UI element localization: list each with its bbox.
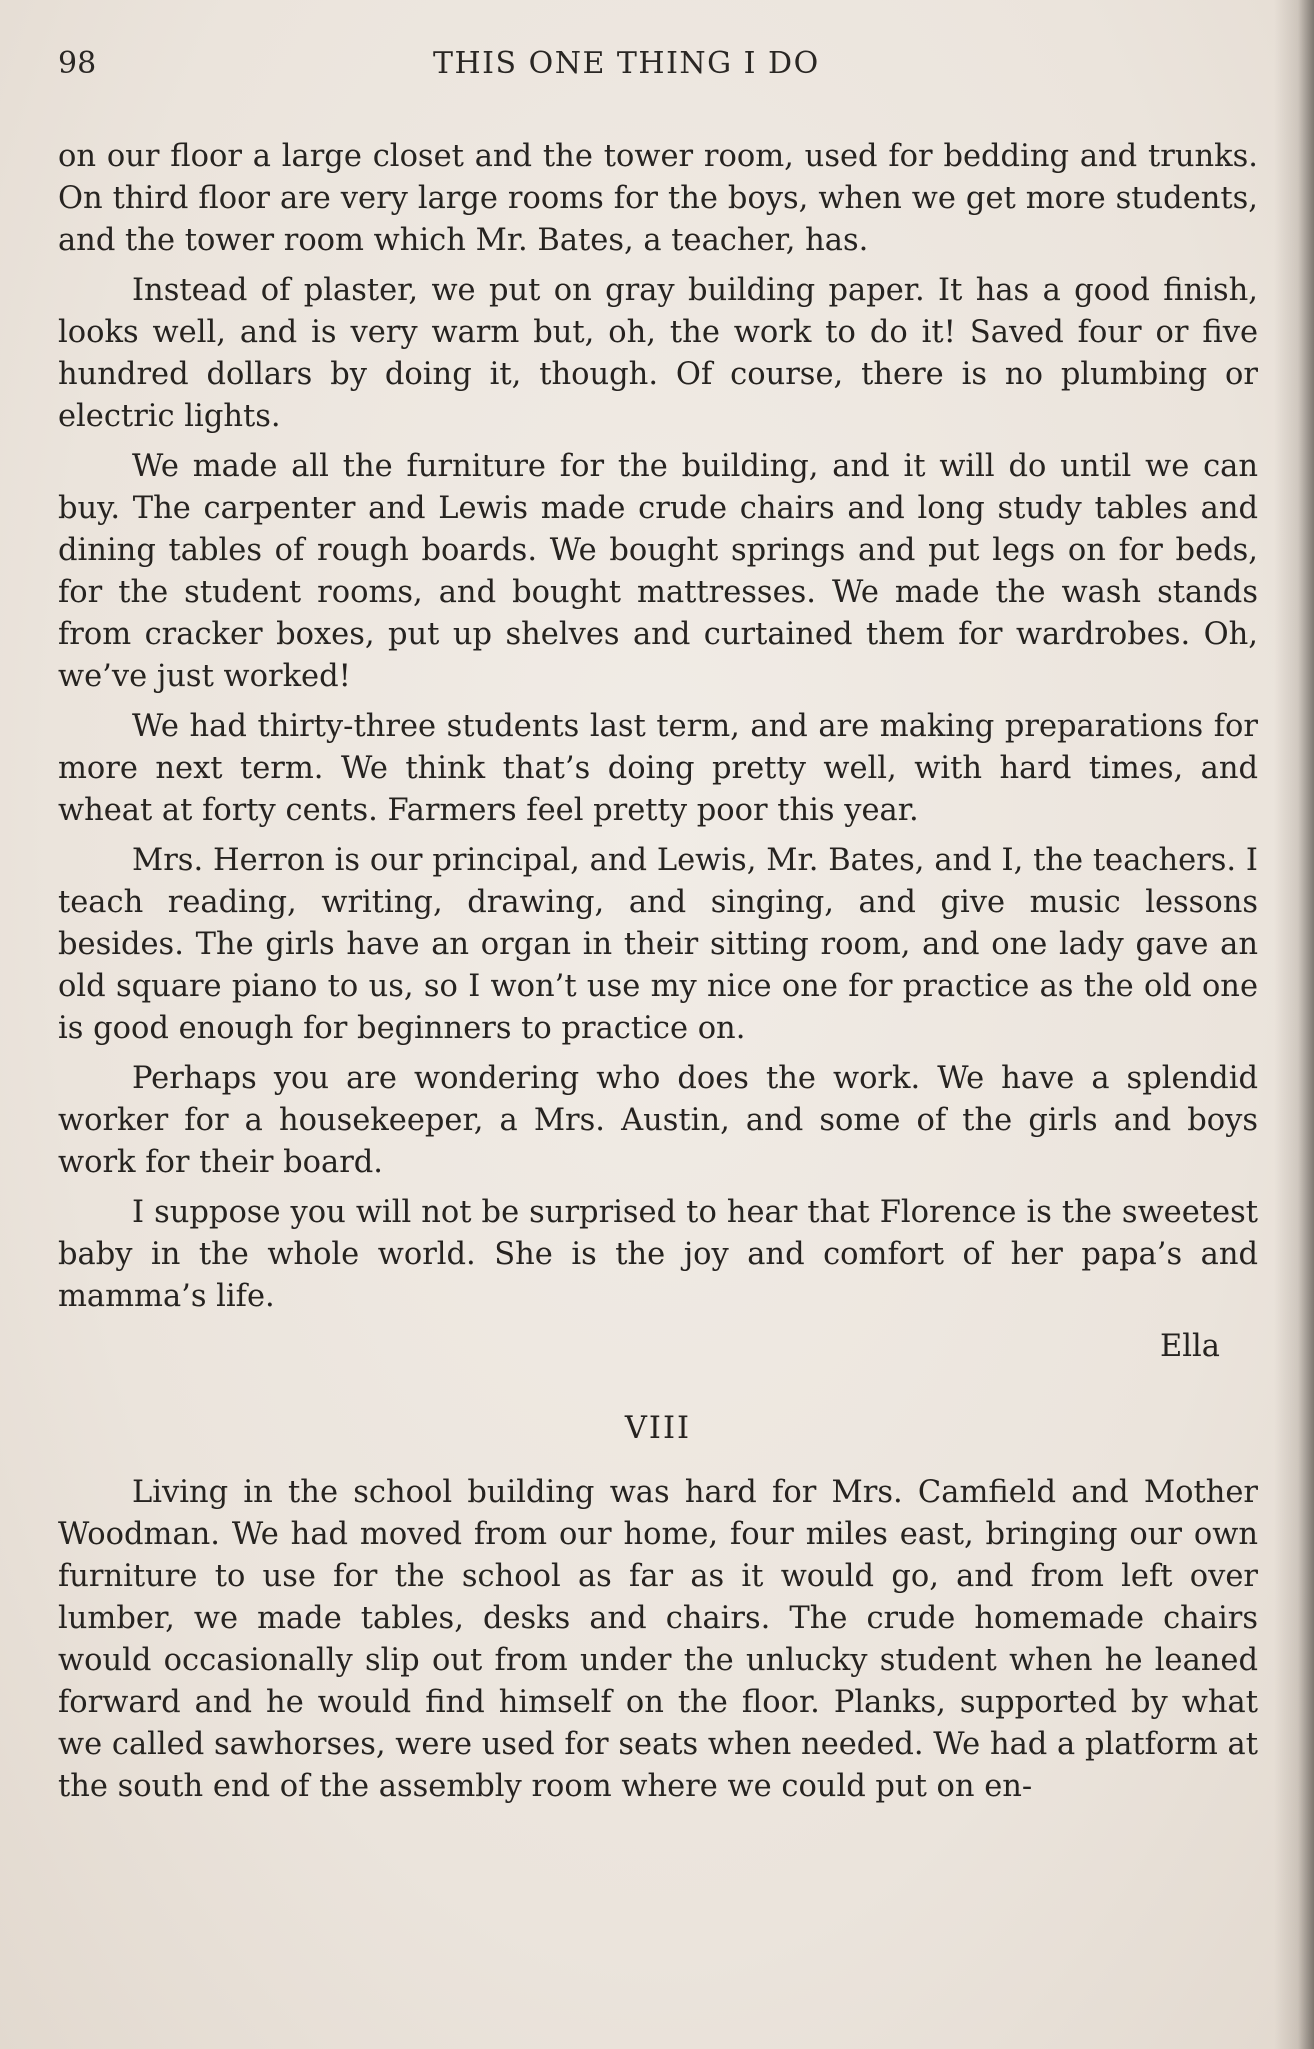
page-number: 98 <box>58 46 97 81</box>
chapter-heading: VIII <box>624 1411 692 1446</box>
paragraph: Living in the school building was hard for Mrs. Camfield and Mother Woodman. We had moved from our home, four miles east, bringing our own furniture to use for the school as far as it would go, and from left over lumber, we made tables, desks and chairs. The crude homemade chairs would occasionally slip out from under the unlucky student when he leaned forward and he would find himself on the floor. Planks, supported by what we called sawhorses, were used for seats when needed. We had a platform at the south end of the assembly room where we could put on en- <box>58 1475 1258 1804</box>
book-title: THIS ONE THING I DO <box>433 46 820 81</box>
paragraph: on our floor a large closet and the tower room, used for bedding and trunks. On third floor are very large rooms for the boys, when we get more students, and the tower room which Mr. Bates, a teacher, has. <box>58 139 1258 258</box>
paragraph: Instead of plaster, we put on gray building paper. It has a good finish, looks well, and is very warm but, oh, the work to do it! Saved four or five hundred dollars by doing it, though. Of course, there is no plumbing or electric lights. <box>58 273 1258 434</box>
paragraph: Perhaps you are wondering who does the work. We have a splendid worker for a housekeeper, a Mrs. Austin, and some of the girls and boys work for their board. <box>58 1061 1258 1180</box>
letter-signature: Ella <box>1160 1329 1220 1364</box>
text-body <box>58 136 1258 1816</box>
page-edge-shadow <box>1274 0 1314 2049</box>
running-head <box>58 46 1258 86</box>
paragraph: Mrs. Herron is our principal, and Lewis, Mr. Bates, and I, the teachers. I teach reading, writing, drawing, and singing, and give music lessons besides. The girls have an organ in their sitting room, and one lady gave an old square piano to us, so I won’t use my nice one for practice as the old one is good enough for beginners to practice on. <box>58 843 1258 1046</box>
paragraph: We had thirty-three students last term, and are making preparations for more next term. We think that’s doing pretty well, with hard times, and wheat at forty cents. Farmers feel pretty poor this year. <box>58 709 1258 828</box>
paragraph: I suppose you will not be surprised to hear that Florence is the sweetest baby in the whole world. She is the joy and comfort of her papa’s and mamma’s life. <box>58 1195 1258 1314</box>
paragraph: We made all the furniture for the building, and it will do until we can buy. The carpenter and Lewis made crude chairs and long study tables and dining tables of rough boards. We bought springs and put legs on for beds, for the student rooms, and bought mattresses. We made the wash stands from cracker boxes, put up shelves and curtained them for wardrobes. Oh, we’ve just worked! <box>58 449 1258 694</box>
